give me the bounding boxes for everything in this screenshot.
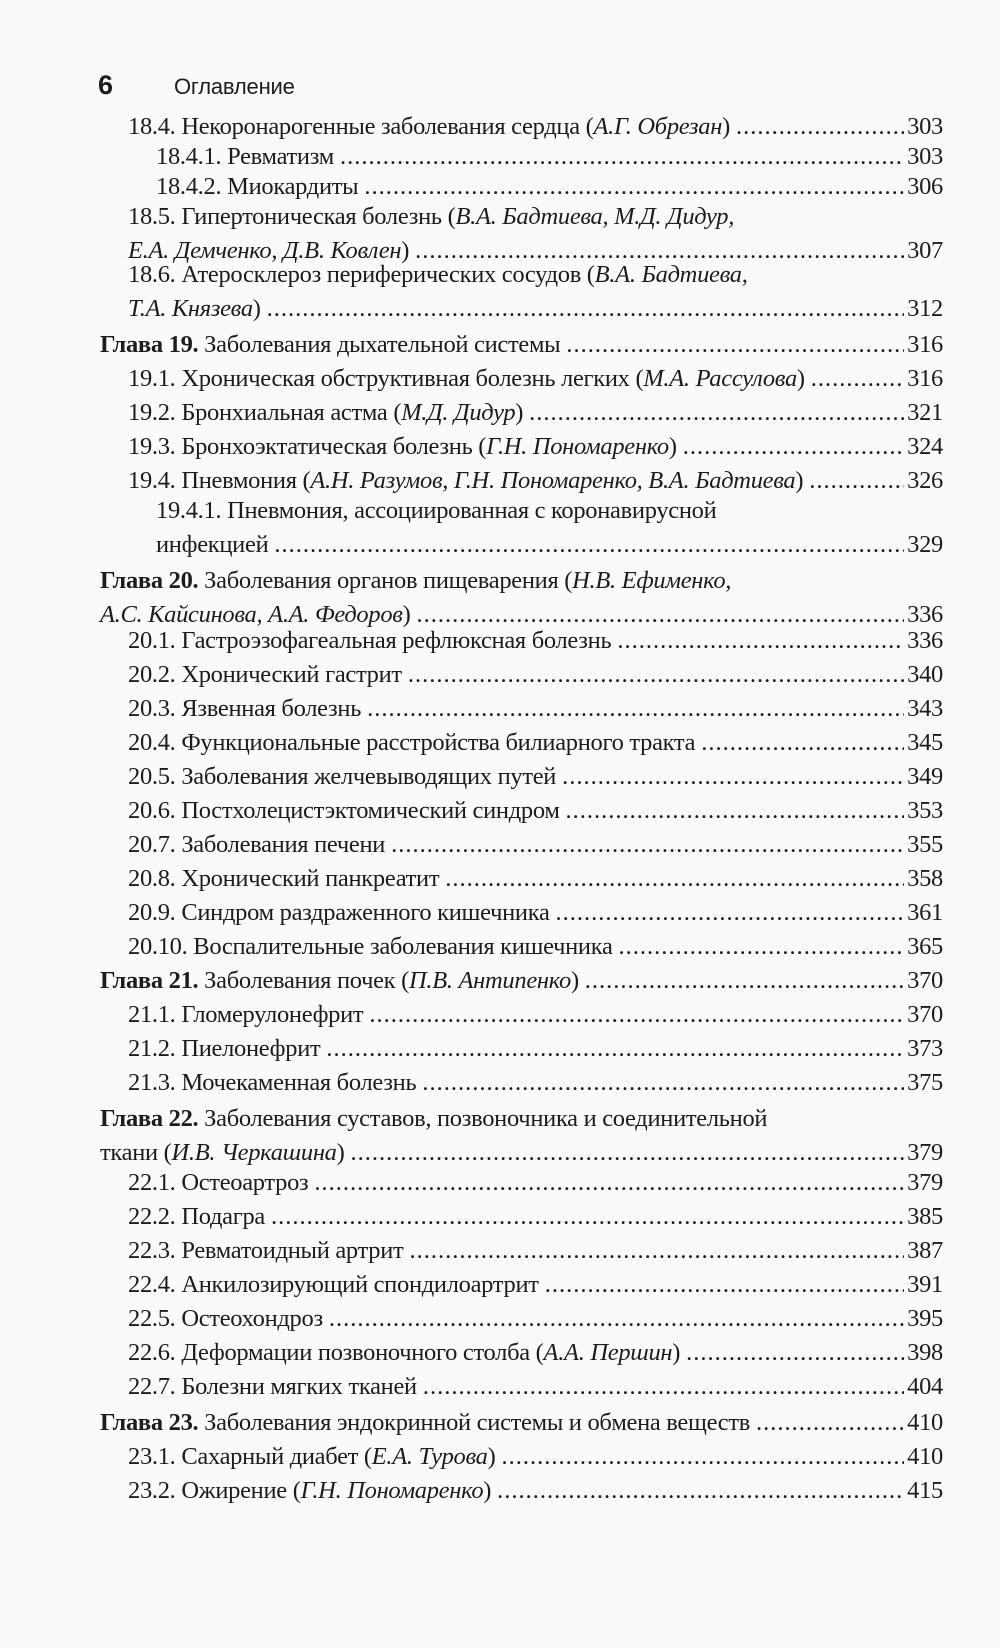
toc-entry-title: 23.1. Сахарный диабет (Е.А. Турова) bbox=[128, 1443, 496, 1470]
toc-section-entry bbox=[128, 692, 943, 726]
toc-entry-title: 22.5. Остеохондроз bbox=[128, 1305, 323, 1332]
toc-page-number: 370 bbox=[907, 1001, 943, 1028]
toc-page-number: 379 bbox=[907, 1169, 943, 1196]
dot-leader bbox=[364, 170, 904, 204]
toc-section-entry bbox=[128, 1268, 943, 1302]
dot-leader bbox=[566, 794, 905, 828]
toc-section-entry bbox=[128, 1066, 943, 1100]
toc-chapter-entry bbox=[100, 328, 943, 362]
toc-page-number: 410 bbox=[907, 1409, 943, 1436]
toc-page-number: 395 bbox=[907, 1305, 943, 1332]
toc-entry-title: 20.3. Язвенная болезнь bbox=[128, 695, 362, 722]
toc-section-entry bbox=[128, 1474, 943, 1508]
toc-page-number: 387 bbox=[907, 1237, 943, 1264]
dot-leader bbox=[617, 624, 904, 658]
toc-section-entry bbox=[156, 170, 943, 204]
toc-entry-title: ткани (И.В. Черкашина) bbox=[100, 1139, 345, 1166]
toc-page-number: 353 bbox=[907, 797, 943, 824]
toc-entry-title: 23.2. Ожирение (Г.Н. Пономаренко) bbox=[128, 1477, 492, 1504]
toc-section-entry bbox=[128, 726, 943, 760]
toc-section-entry bbox=[128, 258, 943, 326]
toc-section-entry bbox=[128, 1200, 943, 1234]
toc-page-number: 316 bbox=[907, 331, 943, 358]
toc-section-entry bbox=[128, 896, 943, 930]
toc-section-entry bbox=[128, 1302, 943, 1336]
toc-entry-title: 19.3. Бронхоэктатическая болезнь (Г.Н. Пономаренко) bbox=[128, 433, 677, 460]
toc-page-number: 316 bbox=[907, 365, 943, 392]
toc-entry-title: Глава 20. Заболевания органов пищеварения (Н.В. Ефименко, bbox=[100, 567, 732, 594]
toc-chapter-entry bbox=[100, 1406, 943, 1440]
toc-entry-title: 20.2. Хронический гастрит bbox=[128, 661, 402, 688]
toc-page-number: 303 bbox=[907, 113, 943, 140]
toc-section-entry bbox=[156, 140, 943, 174]
dot-leader bbox=[340, 140, 904, 174]
dot-leader bbox=[445, 862, 904, 896]
toc-section-entry bbox=[128, 760, 943, 794]
toc-section-entry bbox=[128, 110, 943, 144]
dot-leader bbox=[562, 760, 904, 794]
page-header bbox=[98, 70, 295, 101]
dot-leader bbox=[391, 828, 904, 862]
dot-leader bbox=[756, 1406, 904, 1440]
toc-page-number: 361 bbox=[907, 899, 943, 926]
dot-leader bbox=[497, 1474, 904, 1508]
toc-section-entry bbox=[128, 1370, 943, 1404]
toc-entry-title: 20.5. Заболевания желчевыводящих путей bbox=[128, 763, 557, 790]
toc-entry-title: 19.1. Хроническая обструктивная болезнь легких (М.А. Рассулова) bbox=[128, 365, 805, 392]
dot-leader bbox=[809, 464, 904, 498]
toc-entry-title: 21.1. Гломерулонефрит bbox=[128, 1001, 364, 1028]
toc-entry-title: 21.3. Мочекаменная болезнь bbox=[128, 1069, 417, 1096]
toc-section-entry bbox=[128, 658, 943, 692]
toc-page-number: 303 bbox=[907, 143, 943, 170]
toc-entry-title: Глава 22. Заболевания суставов, позвоночника и соединительной bbox=[100, 1105, 768, 1132]
toc-section-entry bbox=[128, 1440, 943, 1474]
toc-entry-title: 22.1. Остеоартроз bbox=[128, 1169, 309, 1196]
toc-section-entry bbox=[128, 396, 943, 430]
toc-page-number: 349 bbox=[907, 763, 943, 790]
dot-leader bbox=[545, 1268, 904, 1302]
toc-entry-title: 20.10. Воспалительные заболевания кишечника bbox=[128, 933, 613, 960]
toc-page-number: 343 bbox=[907, 695, 943, 722]
toc-section-entry bbox=[128, 794, 943, 828]
dot-leader bbox=[267, 292, 904, 326]
dot-leader bbox=[566, 328, 904, 362]
toc-entry-title: 18.4.1. Ревматизм bbox=[156, 143, 334, 170]
toc-entry-title: 22.4. Анкилозирующий спондилоартрит bbox=[128, 1271, 539, 1298]
toc-entry-title: 22.2. Подагра bbox=[128, 1203, 265, 1230]
toc-section-entry bbox=[128, 828, 943, 862]
toc-chapter-entry bbox=[100, 1102, 943, 1170]
dot-leader bbox=[701, 726, 904, 760]
toc-chapter-entry bbox=[100, 964, 943, 998]
toc-entry-title: Е.А. Демченко, Д.В. Ковлен) bbox=[128, 237, 410, 264]
toc-entry-title: 21.2. Пиелонефрит bbox=[128, 1035, 321, 1062]
dot-leader bbox=[423, 1370, 904, 1404]
toc-page-number: 410 bbox=[907, 1443, 943, 1470]
toc-section-entry bbox=[128, 862, 943, 896]
toc-entry-title: Глава 21. Заболевания почек (П.В. Антипенко) bbox=[100, 967, 579, 994]
toc-entry-title: Т.А. Князева) bbox=[128, 295, 261, 322]
toc-section-entry bbox=[128, 362, 943, 396]
toc-entry-title: 22.7. Болезни мягких тканей bbox=[128, 1373, 417, 1400]
toc-section-entry bbox=[128, 1166, 943, 1200]
dot-leader bbox=[326, 1032, 904, 1066]
toc-section-entry bbox=[156, 494, 943, 562]
toc-page-number: 340 bbox=[907, 661, 943, 688]
dot-leader bbox=[422, 1066, 904, 1100]
toc-entry-title: Глава 19. Заболевания дыхательной системы bbox=[100, 331, 561, 358]
toc-entry-title: 19.2. Бронхиальная астма (М.Д. Дидур) bbox=[128, 399, 524, 426]
dot-leader bbox=[619, 930, 905, 964]
dot-leader bbox=[529, 396, 904, 430]
toc-section-entry bbox=[128, 464, 943, 498]
toc-page-number: 355 bbox=[907, 831, 943, 858]
dot-leader bbox=[736, 110, 904, 144]
dot-leader bbox=[367, 692, 904, 726]
toc-entry-title: 20.4. Функциональные расстройства билиарного тракта bbox=[128, 729, 696, 756]
toc-page-number: 379 bbox=[907, 1139, 943, 1166]
dot-leader bbox=[683, 430, 904, 464]
dot-leader bbox=[811, 362, 904, 396]
toc-page-number: 385 bbox=[907, 1203, 943, 1230]
toc-entry-title: 20.8. Хронический панкреатит bbox=[128, 865, 440, 892]
toc-page-number: 358 bbox=[907, 865, 943, 892]
toc-entry-title: 18.4.2. Миокардиты bbox=[156, 173, 359, 200]
toc-page-number: 329 bbox=[907, 531, 943, 558]
toc-entry-title: 19.4.1. Пневмония, ассоциированная с коронавирусной bbox=[156, 497, 717, 524]
page-number: 6 bbox=[98, 70, 114, 100]
toc-entry-title: 20.7. Заболевания печени bbox=[128, 831, 386, 858]
toc-page-number: 312 bbox=[907, 295, 943, 322]
dot-leader bbox=[350, 1136, 904, 1170]
dot-leader bbox=[271, 1200, 904, 1234]
toc-page-number: 370 bbox=[907, 967, 943, 994]
toc-chapter-entry bbox=[100, 564, 943, 632]
dot-leader bbox=[409, 1234, 904, 1268]
toc-page-number: 324 bbox=[907, 433, 943, 460]
toc-entry-title: 22.3. Ревматоидный артрит bbox=[128, 1237, 404, 1264]
toc-entry-title: 18.5. Гипертоническая болезнь (В.А. Бадтиева, М.Д. Дидур, bbox=[128, 203, 735, 230]
toc-page-number: 365 bbox=[907, 933, 943, 960]
toc-entry-title: А.С. Кайсинова, А.А. Федоров) bbox=[100, 601, 411, 628]
toc-page-number: 321 bbox=[907, 399, 943, 426]
toc-page-number: 306 bbox=[907, 173, 943, 200]
toc-section-entry bbox=[128, 624, 943, 658]
toc-section-entry bbox=[128, 1336, 943, 1370]
toc-page-number: 415 bbox=[907, 1477, 943, 1504]
dot-leader bbox=[585, 964, 904, 998]
dot-leader bbox=[686, 1336, 904, 1370]
toc-section-entry bbox=[128, 430, 943, 464]
toc-page-number: 375 bbox=[907, 1069, 943, 1096]
toc-section-entry bbox=[128, 998, 943, 1032]
toc-entry-title: 20.1. Гастроэзофагеальная рефлюксная болезнь bbox=[128, 627, 612, 654]
toc-page-number: 336 bbox=[907, 627, 943, 654]
dot-leader bbox=[408, 658, 904, 692]
toc-page-number: 336 bbox=[907, 601, 943, 628]
toc-page-number: 326 bbox=[907, 467, 943, 494]
toc-entry-title: 20.9. Синдром раздраженного кишечника bbox=[128, 899, 550, 926]
toc-entry-title: 19.4. Пневмония (А.Н. Разумов, Г.Н. Пономаренко, В.А. Бадтиева) bbox=[128, 467, 804, 494]
toc-entry-title: 18.4. Некоронарогенные заболевания сердца (А.Г. Обрезан) bbox=[128, 113, 730, 140]
toc-page-number: 345 bbox=[907, 729, 943, 756]
running-title: Оглавление bbox=[174, 74, 295, 99]
dot-leader bbox=[556, 896, 905, 930]
toc-section-entry bbox=[128, 930, 943, 964]
toc-page-number: 404 bbox=[907, 1373, 943, 1400]
toc-entry-title: 20.6. Постхолецистэктомический синдром bbox=[128, 797, 560, 824]
toc-section-entry bbox=[128, 1234, 943, 1268]
toc-section-entry bbox=[128, 1032, 943, 1066]
toc-page-number: 398 bbox=[907, 1339, 943, 1366]
toc-entry-title: 18.6. Атеросклероз периферических сосудов (В.А. Бадтиева, bbox=[128, 261, 748, 288]
dot-leader bbox=[369, 998, 904, 1032]
dot-leader bbox=[314, 1166, 904, 1200]
toc-entry-title: 22.6. Деформации позвоночного столба (А.А. Першин) bbox=[128, 1339, 681, 1366]
toc-page-number: 307 bbox=[907, 237, 943, 264]
toc-page-number: 373 bbox=[907, 1035, 943, 1062]
toc-entry-title: инфекцией bbox=[156, 531, 269, 558]
dot-leader bbox=[501, 1440, 904, 1474]
dot-leader bbox=[329, 1302, 904, 1336]
dot-leader bbox=[274, 528, 904, 562]
toc-entry-title: Глава 23. Заболевания эндокринной системы и обмена веществ bbox=[100, 1409, 751, 1436]
toc-page-number: 391 bbox=[907, 1271, 943, 1298]
